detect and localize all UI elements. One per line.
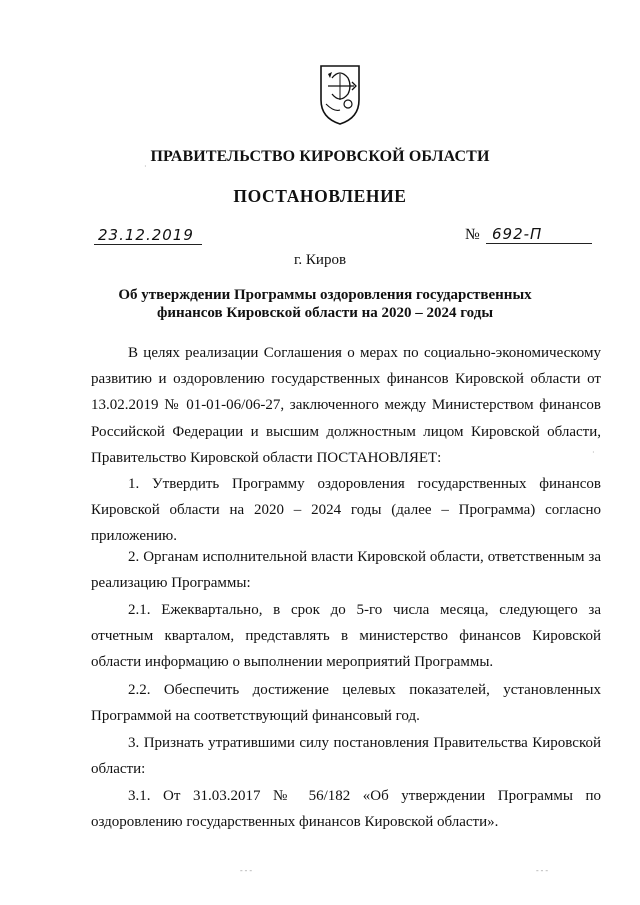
paragraph-item-2: 2. Органам исполнительной власти Кировской области, ответственным за реализацию Программы:: [91, 549, 601, 592]
organization-title: ПРАВИТЕЛЬСТВО КИРОВСКОЙ ОБЛАСТИ: [150, 148, 490, 165]
paragraph-preamble: В целях реализации Соглашения о мерах по социально-экономическому развитию и оздоровлению государственных финансов Кировской области от 13.02.2019 № 01-01-06/06-27, заключенного между Министерством финансов Российской Федерации и высшим должностным лицом Кировской области, Правительство Кировской области ПОСТАНОВЛЯЕТ:: [91, 345, 601, 466]
scan-speck: - - -: [240, 866, 252, 875]
document-type: ПОСТАНОВЛЕНИЕ: [233, 186, 407, 206]
number-sign: №: [465, 226, 480, 243]
city: г. Киров: [293, 252, 347, 268]
scan-speck: ·: [592, 448, 595, 457]
scan-speck: - - -: [536, 866, 548, 875]
paragraph-item-2-1: 2.1. Ежеквартально, в срок до 5-го числа месяца, следующего за отчетным кварталом, представлять в министерство финансов Кировской области информацию о выполнении мероприятий Программы.: [91, 602, 601, 671]
paragraph-item-1: 1. Утвердить Программу оздоровления государственных финансов Кировской области на 2020 – 2024 годы (далее – Программа) согласно приложению.: [91, 476, 601, 545]
paragraph-item-3: 3. Признать утратившими силу постановления Правительства Кировской области:: [91, 735, 601, 778]
scan-speck: ·: [144, 162, 147, 171]
paragraph-item-3-1: 3.1. От 31.03.2017 № 56/182 «Об утверждении Программы по оздоровлению государственных финансов Кировской области».: [91, 788, 601, 831]
document-subject: Об утверждении Программы оздоровления государственных финансов Кировской области на 2020 – 2024 годы: [118, 287, 532, 321]
document-number: 692-П: [486, 225, 592, 244]
coat-of-arms-icon: [318, 64, 362, 126]
document-date: 23.12.2019: [94, 226, 202, 245]
paragraph-item-2-2: 2.2. Обеспечить достижение целевых показателей, установленных Программой на соответствующий финансовый год.: [91, 682, 601, 725]
